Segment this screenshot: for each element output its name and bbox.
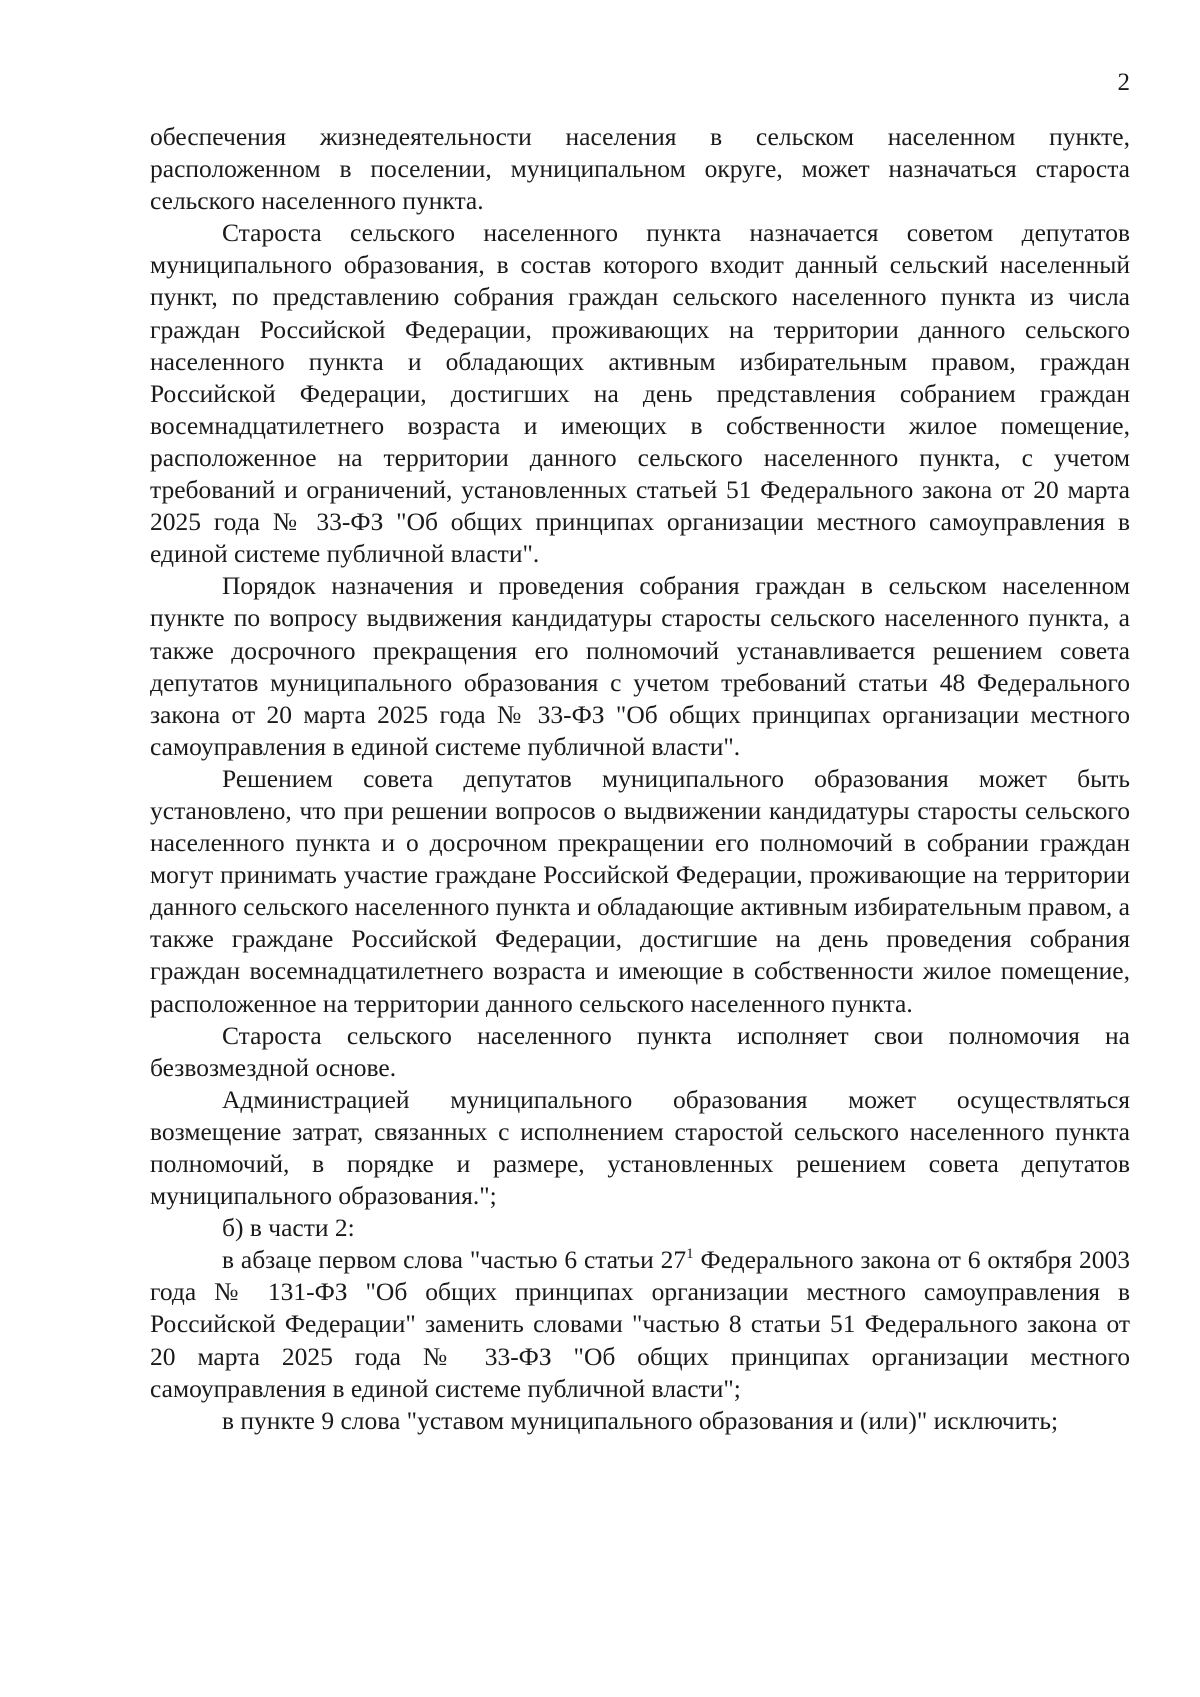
paragraph-continuation: обеспечения жизнедеятельности населения в сельском населенном пункте, расположенном в поселении, муниципальном округе, может назначаться староста сельского населенного пункта. bbox=[150, 122, 1130, 216]
document-body bbox=[150, 121, 1130, 1437]
paragraph-meeting-procedure: Порядок назначения и проведения собрания граждан в сельском населенном пункте по вопросу выдвижения кандидатуры старосты сельского населенного пункта, а также досрочного прекращения его полномочий устанавливается решением совета депутатов муниципального образования с учетом требований статьи 48 Федерального закона от 20 марта 2025 года № 33-ФЗ "Об общих принципах организации местного самоуправления в единой системе публичной власти". bbox=[150, 571, 1130, 761]
paragraph-subitem-b: б) в части 2: bbox=[222, 1213, 355, 1243]
paragraph-item-9: в пункте 9 слова "уставом муниципального образования и (или)" исключить; bbox=[222, 1405, 1059, 1435]
superscript-index: 1 bbox=[686, 1246, 694, 1263]
paragraph-unpaid-basis: Староста сельского населенного пункта исполняет свои полномочия на безвозмездной основе. bbox=[150, 1020, 1130, 1082]
amendment-text-start: в абзаце первом слова "частью 6 статьи 27 bbox=[222, 1245, 687, 1275]
paragraph-starosta-appointment: Староста сельского населенного пункта назначается советом депутатов муниципального образования, в состав которого входит данный сельский населенный пункт, по представлению собрания граждан сельского населенного пункта из числа граждан Российской Федерации, проживающих на территории данного сельского населенного пункта и обладающих активным избирательным правом, граждан Российской Федерации, достигших на день представления собранием граждан восемнадцатилетнего возраста и имеющих в собственности жилое помещение, расположенное на территории данного сельского населенного пункта, с учетом требований и ограничений, установленных статьей 51 Федерального закона от 20 марта 2025 года № 33-ФЗ "Об общих принципах организации местного самоуправления в единой системе публичной власти". bbox=[150, 218, 1130, 569]
amendment-text-end: Федерального закона от 6 октября 2003 года № 131-ФЗ "Об общих принципах организации местного самоуправления в Российской Федерации" заменить словами "частью 8 статьи 51 Федерального закона от 20 марта 2025 года № 33-ФЗ "Об общих принципах организации местного самоуправления в единой системе публичной власти"; bbox=[150, 1245, 1130, 1403]
paragraph-council-decision: Решением совета депутатов муниципального образования может быть установлено, что при решении вопросов о выдвижении кандидатуры старосты сельского населенного пункта и о досрочном прекращении его полномочий в собрании граждан могут принимать участие граждане Российской Федерации, проживающие на территории данного сельского населенного пункта и обладающие активным избирательным правом, а также граждане Российской Федерации, достигшие на день проведения собрания граждан восемнадцатилетнего возраста и имеющие в собственности жилое помещение, расположенное на территории данного сельского населенного пункта. bbox=[150, 763, 1130, 1018]
paragraph-amendment bbox=[150, 1244, 1130, 1404]
paragraph-cost-reimbursement: Администрацией муниципального образования может осуществляться возмещение затрат, связанных с исполнением старостой сельского населенного пункта полномочий, в порядке и размере, установленных решением совета депутатов муниципального образования."; bbox=[150, 1084, 1130, 1211]
page-number: 2 bbox=[1117, 69, 1130, 96]
